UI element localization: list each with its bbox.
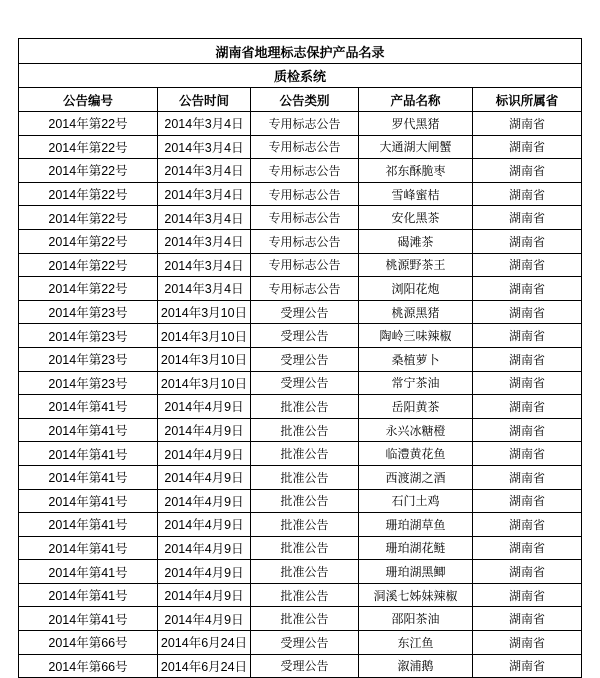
table-row xyxy=(19,253,582,277)
table-row xyxy=(19,206,582,230)
cell-announcement-date: 2014年4月9日 xyxy=(158,489,251,513)
table-row xyxy=(19,513,582,537)
cell-announcement-date: 2014年4月9日 xyxy=(158,513,251,537)
table-row xyxy=(19,465,582,489)
cell-announcement-no: 2014年第22号 xyxy=(19,277,158,301)
cell-announcement-date: 2014年3月10日 xyxy=(158,300,251,324)
cell-announcement-no: 2014年第23号 xyxy=(19,371,158,395)
cell-province: 湖南省 xyxy=(473,631,582,655)
cell-announcement-date: 2014年3月4日 xyxy=(158,112,251,136)
table-subtitle: 质检系统 xyxy=(19,64,582,88)
cell-product-name: 浏阳花炮 xyxy=(359,277,473,301)
cell-province: 湖南省 xyxy=(473,489,582,513)
cell-product-name: 雪峰蜜桔 xyxy=(359,182,473,206)
cell-announcement-type: 批准公告 xyxy=(251,536,359,560)
cell-province: 湖南省 xyxy=(473,112,582,136)
cell-announcement-no: 2014年第22号 xyxy=(19,253,158,277)
cell-announcement-type: 专用标志公告 xyxy=(251,277,359,301)
cell-announcement-date: 2014年6月24日 xyxy=(158,631,251,655)
cell-province: 湖南省 xyxy=(473,513,582,537)
cell-province: 湖南省 xyxy=(473,206,582,230)
cell-announcement-type: 批准公告 xyxy=(251,395,359,419)
table-row xyxy=(19,347,582,371)
cell-product-name: 桃源黑猪 xyxy=(359,300,473,324)
header-province: 标识所属省 xyxy=(473,88,582,112)
cell-product-name: 临澧黄花鱼 xyxy=(359,442,473,466)
header-announcement-no: 公告编号 xyxy=(19,88,158,112)
cell-province: 湖南省 xyxy=(473,395,582,419)
cell-announcement-date: 2014年3月4日 xyxy=(158,229,251,253)
table-row xyxy=(19,654,582,678)
cell-province: 湖南省 xyxy=(473,277,582,301)
cell-product-name: 石门土鸡 xyxy=(359,489,473,513)
cell-announcement-type: 专用标志公告 xyxy=(251,253,359,277)
table-row xyxy=(19,277,582,301)
cell-announcement-date: 2014年4月9日 xyxy=(158,395,251,419)
cell-announcement-no: 2014年第66号 xyxy=(19,654,158,678)
cell-announcement-date: 2014年3月4日 xyxy=(158,206,251,230)
cell-announcement-type: 受理公告 xyxy=(251,347,359,371)
cell-product-name: 珊珀湖草鱼 xyxy=(359,513,473,537)
cell-announcement-no: 2014年第41号 xyxy=(19,395,158,419)
cell-announcement-date: 2014年4月9日 xyxy=(158,560,251,584)
table-row xyxy=(19,395,582,419)
cell-announcement-type: 专用标志公告 xyxy=(251,159,359,183)
cell-province: 湖南省 xyxy=(473,465,582,489)
table-row xyxy=(19,583,582,607)
table-row xyxy=(19,135,582,159)
cell-province: 湖南省 xyxy=(473,229,582,253)
cell-announcement-no: 2014年第41号 xyxy=(19,418,158,442)
cell-province: 湖南省 xyxy=(473,324,582,348)
cell-announcement-type: 批准公告 xyxy=(251,607,359,631)
cell-announcement-no: 2014年第41号 xyxy=(19,442,158,466)
cell-announcement-type: 专用标志公告 xyxy=(251,229,359,253)
cell-product-name: 岳阳黄茶 xyxy=(359,395,473,419)
cell-announcement-date: 2014年3月4日 xyxy=(158,253,251,277)
cell-announcement-date: 2014年3月4日 xyxy=(158,135,251,159)
cell-announcement-no: 2014年第23号 xyxy=(19,324,158,348)
cell-announcement-type: 专用标志公告 xyxy=(251,182,359,206)
cell-announcement-no: 2014年第22号 xyxy=(19,159,158,183)
cell-announcement-no: 2014年第22号 xyxy=(19,206,158,230)
table-row xyxy=(19,489,582,513)
cell-announcement-date: 2014年3月10日 xyxy=(158,371,251,395)
cell-announcement-no: 2014年第41号 xyxy=(19,489,158,513)
cell-announcement-date: 2014年3月10日 xyxy=(158,324,251,348)
cell-product-name: 西渡湖之酒 xyxy=(359,465,473,489)
cell-province: 湖南省 xyxy=(473,253,582,277)
cell-province: 湖南省 xyxy=(473,182,582,206)
cell-province: 湖南省 xyxy=(473,159,582,183)
table-row xyxy=(19,418,582,442)
cell-announcement-no: 2014年第23号 xyxy=(19,347,158,371)
cell-announcement-type: 受理公告 xyxy=(251,371,359,395)
cell-product-name: 陶岭三味辣椒 xyxy=(359,324,473,348)
table-row xyxy=(19,560,582,584)
cell-product-name: 常宁茶油 xyxy=(359,371,473,395)
cell-announcement-no: 2014年第22号 xyxy=(19,182,158,206)
cell-announcement-date: 2014年3月4日 xyxy=(158,182,251,206)
header-row xyxy=(19,88,582,112)
cell-announcement-date: 2014年4月9日 xyxy=(158,536,251,560)
cell-announcement-type: 受理公告 xyxy=(251,324,359,348)
cell-province: 湖南省 xyxy=(473,371,582,395)
cell-announcement-no: 2014年第22号 xyxy=(19,135,158,159)
cell-announcement-type: 批准公告 xyxy=(251,442,359,466)
table-title: 湖南省地理标志保护产品名录 xyxy=(19,39,582,64)
cell-product-name: 东江鱼 xyxy=(359,631,473,655)
table-row xyxy=(19,371,582,395)
cell-announcement-date: 2014年4月9日 xyxy=(158,583,251,607)
cell-province: 湖南省 xyxy=(473,583,582,607)
cell-announcement-no: 2014年第41号 xyxy=(19,465,158,489)
cell-province: 湖南省 xyxy=(473,536,582,560)
table-row xyxy=(19,536,582,560)
table-row xyxy=(19,112,582,136)
cell-announcement-date: 2014年4月9日 xyxy=(158,418,251,442)
cell-product-name: 大通湖大闸蟹 xyxy=(359,135,473,159)
cell-announcement-type: 受理公告 xyxy=(251,300,359,324)
cell-announcement-type: 受理公告 xyxy=(251,631,359,655)
cell-announcement-type: 专用标志公告 xyxy=(251,206,359,230)
register-table xyxy=(18,38,582,678)
cell-announcement-date: 2014年4月9日 xyxy=(158,465,251,489)
gi-product-register xyxy=(18,38,581,678)
cell-announcement-type: 专用标志公告 xyxy=(251,135,359,159)
cell-announcement-no: 2014年第22号 xyxy=(19,229,158,253)
cell-product-name: 珊珀湖黑鲫 xyxy=(359,560,473,584)
cell-announcement-type: 批准公告 xyxy=(251,465,359,489)
cell-announcement-date: 2014年3月4日 xyxy=(158,277,251,301)
cell-province: 湖南省 xyxy=(473,135,582,159)
table-row xyxy=(19,229,582,253)
cell-product-name: 珊珀湖花鲢 xyxy=(359,536,473,560)
cell-announcement-type: 批准公告 xyxy=(251,560,359,584)
cell-product-name: 桃源野茶王 xyxy=(359,253,473,277)
header-announcement-type: 公告类别 xyxy=(251,88,359,112)
cell-product-name: 祁东酥脆枣 xyxy=(359,159,473,183)
cell-announcement-no: 2014年第41号 xyxy=(19,560,158,584)
cell-product-name: 永兴冰糖橙 xyxy=(359,418,473,442)
cell-announcement-type: 批准公告 xyxy=(251,583,359,607)
cell-announcement-no: 2014年第22号 xyxy=(19,112,158,136)
table-row xyxy=(19,324,582,348)
cell-announcement-type: 受理公告 xyxy=(251,654,359,678)
cell-province: 湖南省 xyxy=(473,418,582,442)
cell-announcement-no: 2014年第41号 xyxy=(19,607,158,631)
cell-announcement-type: 批准公告 xyxy=(251,489,359,513)
cell-announcement-no: 2014年第23号 xyxy=(19,300,158,324)
cell-announcement-date: 2014年3月4日 xyxy=(158,159,251,183)
cell-announcement-type: 批准公告 xyxy=(251,513,359,537)
cell-product-name: 洞溪七姊妹辣椒 xyxy=(359,583,473,607)
subtitle-row xyxy=(19,64,582,88)
table-row xyxy=(19,442,582,466)
cell-announcement-date: 2014年4月9日 xyxy=(158,607,251,631)
table-row xyxy=(19,159,582,183)
table-row xyxy=(19,182,582,206)
header-announcement-date: 公告时间 xyxy=(158,88,251,112)
cell-province: 湖南省 xyxy=(473,607,582,631)
table-row xyxy=(19,300,582,324)
header-product-name: 产品名称 xyxy=(359,88,473,112)
cell-announcement-date: 2014年6月24日 xyxy=(158,654,251,678)
cell-announcement-no: 2014年第41号 xyxy=(19,513,158,537)
cell-province: 湖南省 xyxy=(473,347,582,371)
cell-product-name: 溆浦鹅 xyxy=(359,654,473,678)
cell-product-name: 罗代黑猪 xyxy=(359,112,473,136)
cell-announcement-no: 2014年第41号 xyxy=(19,583,158,607)
cell-province: 湖南省 xyxy=(473,654,582,678)
cell-announcement-no: 2014年第66号 xyxy=(19,631,158,655)
cell-province: 湖南省 xyxy=(473,442,582,466)
table-body xyxy=(19,112,582,678)
cell-province: 湖南省 xyxy=(473,300,582,324)
cell-province: 湖南省 xyxy=(473,560,582,584)
cell-announcement-date: 2014年3月10日 xyxy=(158,347,251,371)
title-row xyxy=(19,39,582,64)
cell-announcement-date: 2014年4月9日 xyxy=(158,442,251,466)
cell-product-name: 碣滩茶 xyxy=(359,229,473,253)
cell-announcement-type: 批准公告 xyxy=(251,418,359,442)
cell-announcement-type: 专用标志公告 xyxy=(251,112,359,136)
table-row xyxy=(19,631,582,655)
cell-product-name: 安化黑茶 xyxy=(359,206,473,230)
cell-product-name: 邵阳茶油 xyxy=(359,607,473,631)
cell-product-name: 桑植萝卜 xyxy=(359,347,473,371)
cell-announcement-no: 2014年第41号 xyxy=(19,536,158,560)
table-row xyxy=(19,607,582,631)
